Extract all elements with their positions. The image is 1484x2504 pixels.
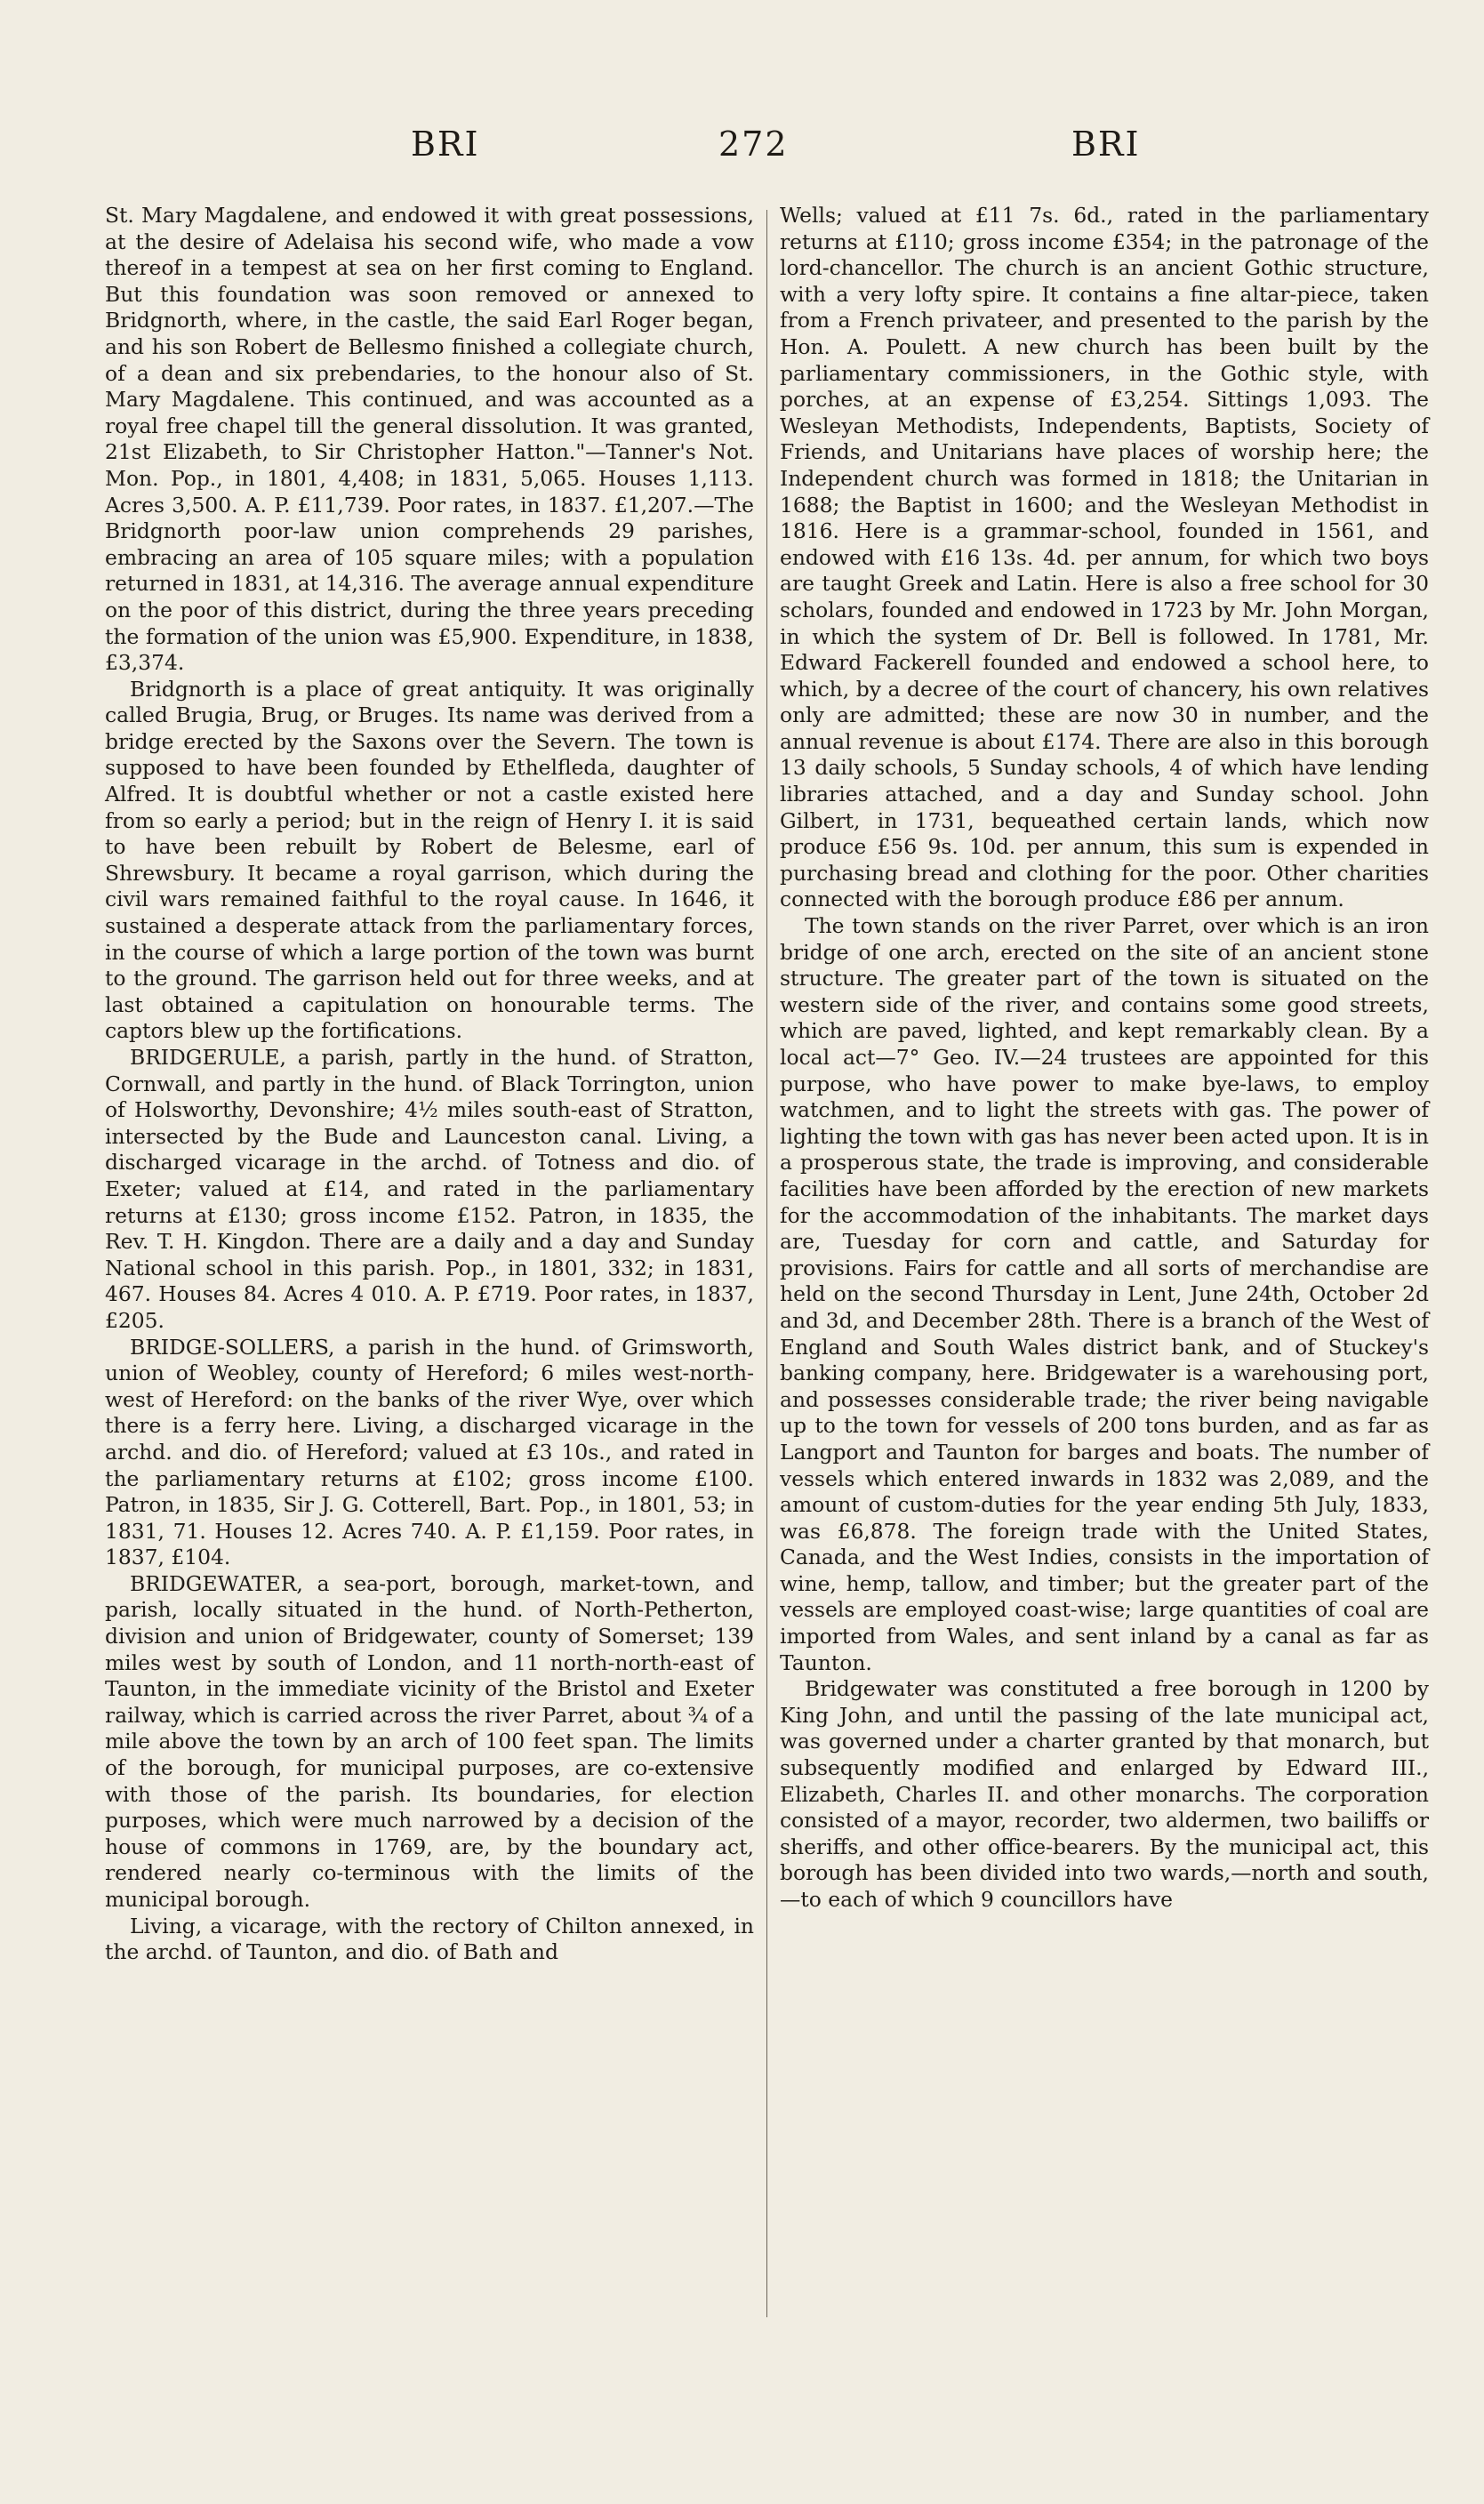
header-right-word: BRI bbox=[1071, 124, 1141, 164]
paragraph-bridgewater-church: Wells; valued at £11 7s. 6d., rated in the parliamentary returns at £110; gross income £354; in the patronage of the lord-chancellor. The church is an ancient Gothic structure, with a very lofty spire. It contains a fine altar-piece, taken from a French privateer, and presented to the parish by the Hon. A. Poulett. A new church has been built by the parliamentary commissioners, in the Gothic style, with porches, at an expense of £3,254. Sittings 1,093. The Wesleyan Methodists, Independents, Baptists, Society of Friends, and Unitarians have places of worship here; the Independent church was formed in 1818; the Unitarian in 1688; the Baptist in 1600; and the Wesleyan Methodist in 1816. Here is a grammar-school, founded in 1561, and endowed with £16 13s. 4d. per annum, for which two boys are taught Greek and Latin. Here is also a free school for 30 scholars, founded and endowed in 1723 by Mr. John Morgan, in which the system of Dr. Bell is followed. In 1781, Mr. Edward Fackerell founded and endowed a school here, to which, by a decree of the court of chancery, his own relatives only are admitted; these are now 30 in number, and the annual revenue is about £174. There are also in this borough 13 daily schools, 5 Sunday schools, 4 of which have lending libraries attached, and a day and Sunday school. John Gilbert, in 1731, bequeathed certain lands, which now produce £56 9s. 10d. per annum, this sum is expended in purchasing bread and clothing for the poor. Other charities connected with the borough produce £86 per annum. bbox=[780, 203, 1429, 912]
entry-bridge-sollers: BRIDGE-SOLLERS, a parish in the hund. of Grimsworth, union of Weobley, county of Hereford; 6 miles west-north-west of Hereford: on the banks of the river Wye, over which there is a ferry here. Living, a discharged vicarage in the archd. and dio. of Hereford; valued at £3 10s., and rated in the parliamentary returns at £102; gross income £100. Patron, in 1835, Sir J. G. Cotterell, Bart. Pop., in 1801, 53; in 1831, 71. Houses 12. Acres 740. A. P. £1,159. Poor rates, in 1837, £104. bbox=[105, 1334, 754, 1570]
column-divider bbox=[766, 210, 767, 2317]
running-header bbox=[0, 124, 1484, 178]
right-column bbox=[780, 203, 1429, 1914]
entry-bridgerule: BRIDGERULE, a parish, partly in the hund. of Stratton, Cornwall, and partly in the hund. of Black Torrington, union of Holsworthy, Devonshire; 4½ miles south-east of Stratton, intersected by the Bude and Launceston canal. Living, a discharged vicarage in the archd. of Totness and dio. of Exeter; valued at £14, and rated in the parliamentary returns at £130; gross income £152. Patron, in 1835, the Rev. T. H. Kingdon. There are a daily and a day and Sunday National school in this parish. Pop., in 1801, 332; in 1831, 467. Houses 84. Acres 4 010. A. P. £719. Poor rates, in 1837, £205. bbox=[105, 1045, 754, 1333]
header-left-word: BRI bbox=[411, 124, 480, 164]
paragraph-bridgewater-borough: Bridgewater was constituted a free borough in 1200 by King John, and until the passing of the late municipal act, was governed under a charter granted by that monarch, but subsequently modified and enlarged by Edward III., Elizabeth, Charles II. and other monarchs. The corporation consisted of a mayor, recorder, two aldermen, two bailiffs or sheriffs, and other office-bearers. By the municipal act, this borough has been divided into two wards,—north and south,—to each of which 9 councillors have bbox=[780, 1676, 1429, 1912]
page-number: 272 bbox=[718, 124, 789, 164]
entry-bridgewater: BRIDGEWATER, a sea-port, borough, market-town, and parish, locally situated in the hund. of North-Petherton, division and union of Bridgewater, county of Somerset; 139 miles west by south of London, and 11 north-north-east of Taunton, in the immediate vicinity of the Bristol and Exeter railway, which is carried across the river Parret, about ¾ of a mile above the town by an arch of 100 feet span. The limits of the borough, for municipal purposes, are co-extensive with those of the parish. Its boundaries, for election purposes, which were much narrowed by a decision of the house of commons in 1769, are, by the boundary act, rendered nearly co-terminous with the limits of the municipal borough. bbox=[105, 1570, 754, 1912]
paragraph-bridgnorth-history: Bridgnorth is a place of great antiquity. It was originally called Brugia, Brug, or Bruges. Its name was derived from a bridge erected by the Saxons over the Severn. The town is supposed to have been founded by Ethelfleda, daughter of Alfred. It is doubtful whether or not a castle existed here from so early a period; but in the reign of Henry I. it is said to have been rebuilt by Robert de Belesme, earl of Shrewsbury. It became a royal garrison, which during the civil wars remained faithful to the royal cause. In 1646, it sustained a desperate attack from the parliamentary forces, in the course of which a large portion of the town was burnt to the ground. The garrison held out for three weeks, and at last obtained a capitulation on honourable terms. The captors blew up the fortifications. bbox=[105, 676, 754, 1044]
paragraph-bridgewater-town: The town stands on the river Parret, over which is an iron bridge of one arch, erected on the site of an ancient stone structure. The greater part of the town is situated on the western side of the river, and contains some good streets, which are paved, lighted, and kept remarkably clean. By a local act—7° Geo. IV.—24 trustees are appointed for this purpose, who have power to make bye-laws, to employ watchmen, and to light the streets with gas. The power of lighting the town with gas has never been acted upon. It is in a prosperous state, the trade is improving, and considerable facilities have been afforded by the erection of new markets for the accommodation of the inhabitants. The market days are, Tuesday for corn and cattle, and Saturday for provisions. Fairs for cattle and all sorts of merchandise are held on the second Thursday in Lent, June 24th, October 2d and 3d, and December 28th. There is a branch of the West of England and South Wales district bank, and of Stuckey's banking company, here. Bridgewater is a warehousing port, and possesses considerable trade; the river being navigable up to the town for vessels of 200 tons burden, and as far as Langport and Taunton for barges and boats. The number of vessels which entered inwards in 1832 was 2,089, and the amount of custom-duties for the year ending 5th July, 1833, was £6,878. The foreign trade with the United States, Canada, and the West Indies, consists in the importation of wine, hemp, tallow, and timber; but the greater part of the vessels are employed coast-wise; large quantities of coal are imported from Wales, and sent inland by a canal as far as Taunton. bbox=[780, 913, 1429, 1675]
left-column bbox=[105, 203, 754, 1966]
paragraph-bridgewater-living: Living, a vicarage, with the rectory of Chilton annexed, in the archd. of Taunton, and dio. of Bath and bbox=[105, 1913, 754, 1965]
paragraph-bridgnorth-continued: St. Mary Magdalene, and endowed it with great possessions, at the desire of Adelaisa his second wife, who made a vow thereof in a tempest at sea on her first coming to England. But this foundation was soon removed or annexed to Bridgnorth, where, in the castle, the said Earl Roger began, and his son Robert de Bellesmo finished a collegiate church, of a dean and six prebendaries, to the honour also of St. Mary Magdalene. This continued, and was accounted as a royal free chapel till the general dissolution. It was granted, 21st Elizabeth, to Sir Christopher Hatton."—Tanner's Not. Mon. Pop., in 1801, 4,408; in 1831, 5,065. Houses 1,113. Acres 3,500. A. P. £11,739. Poor rates, in 1837. £1,207.—The Bridgnorth poor-law union comprehends 29 parishes, embracing an area of 105 square miles; with a population returned in 1831, at 14,316. The average annual expenditure on the poor of this district, during the three years preceding the formation of the union was £5,900. Expenditure, in 1838, £3,374. bbox=[105, 203, 754, 676]
